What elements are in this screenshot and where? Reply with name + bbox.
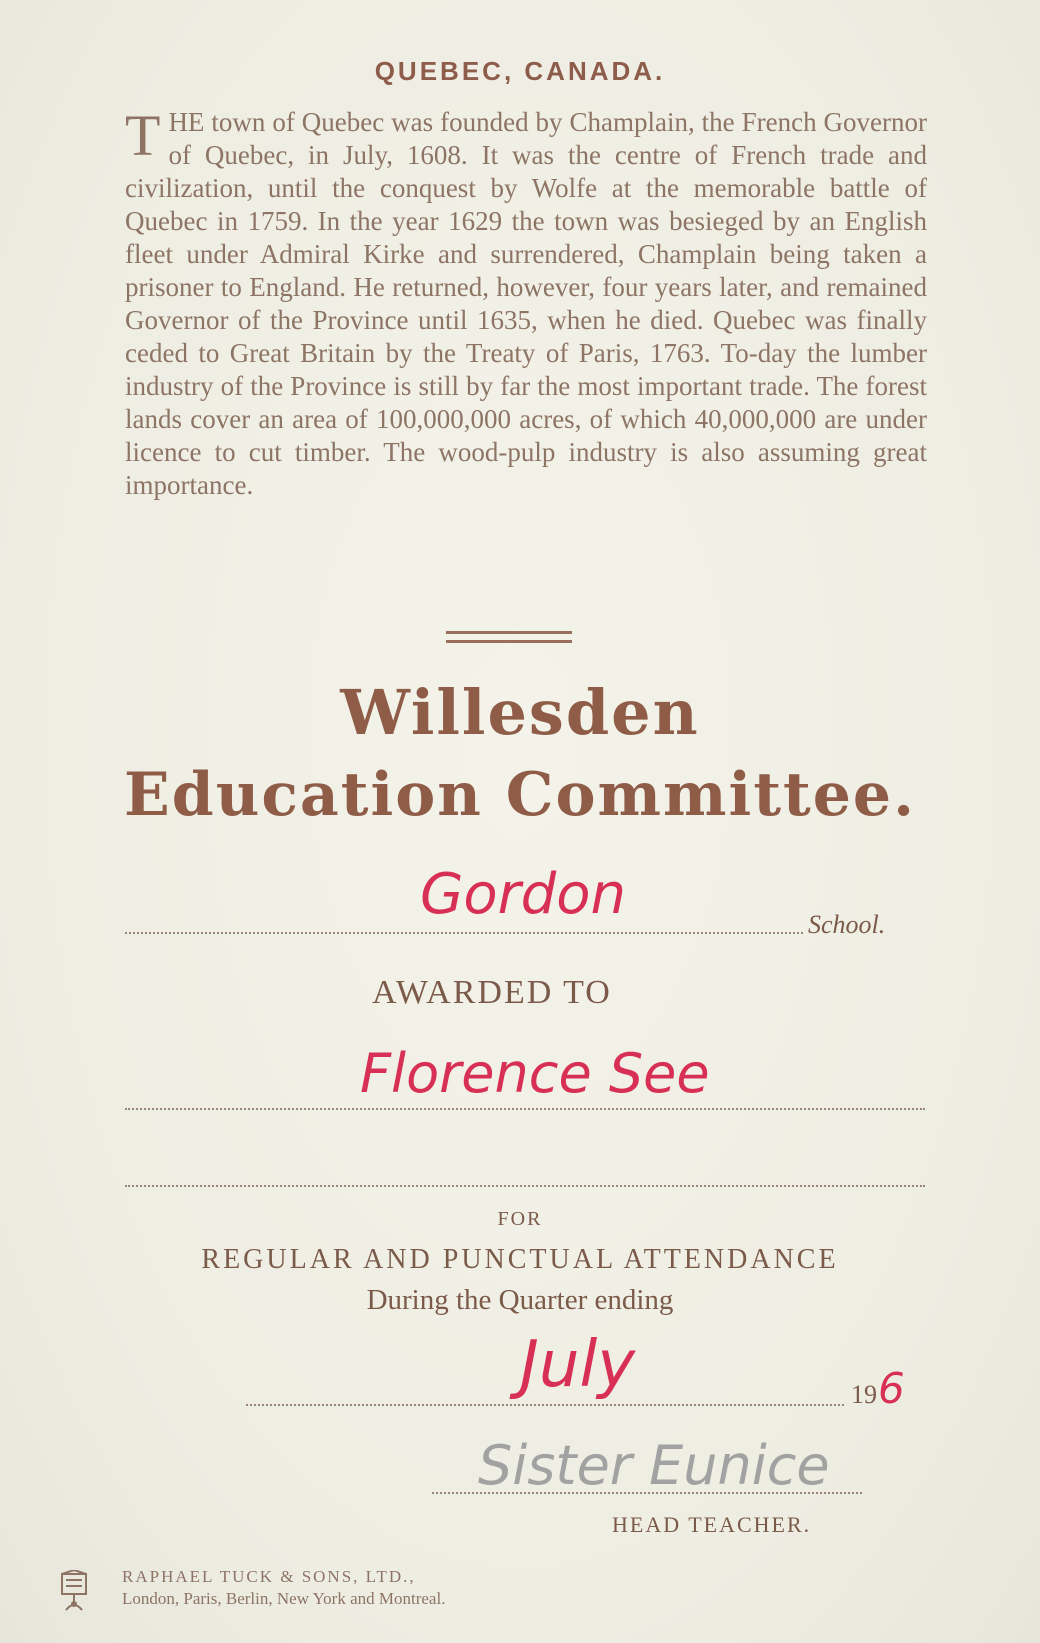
year-printed: 19 bbox=[851, 1380, 877, 1409]
school-dotted-line bbox=[125, 932, 803, 934]
signature-handwritten: Sister Eunice bbox=[478, 1434, 830, 1497]
year-handwritten: 6 bbox=[878, 1364, 905, 1413]
recipient-handwritten: Florence See bbox=[360, 1042, 710, 1105]
head-teacher-label: HEAD TEACHER. bbox=[612, 1512, 812, 1537]
quarter-handwritten: July bbox=[520, 1328, 636, 1402]
committee-title: Education Committee. bbox=[124, 760, 916, 830]
awarded-to-label: AWARDED TO bbox=[372, 974, 612, 1011]
quarter-dotted-line bbox=[246, 1404, 844, 1406]
publisher-cities: London, Paris, Berlin, New York and Montreal. bbox=[122, 1589, 446, 1608]
publisher-info bbox=[122, 1566, 445, 1610]
committee-name: Willesden bbox=[340, 676, 700, 749]
blank-dotted-line bbox=[125, 1185, 925, 1187]
card-heading: QUEBEC, CANADA. bbox=[374, 56, 666, 86]
attendance-title: REGULAR AND PUNCTUAL ATTENDANCE bbox=[201, 1244, 839, 1275]
for-label: FOR bbox=[497, 1208, 543, 1230]
signature-dotted-line bbox=[432, 1492, 862, 1494]
drop-cap: T bbox=[125, 103, 161, 168]
school-name-handwritten: Gordon bbox=[420, 862, 626, 927]
history-text: HE town of Quebec was founded by Champlain, the French Governor of Quebec, in July, 1608. It was the centre of French trade and civilization, until the conquest by Wolfe at the memorable battle of Quebec in 1759. In the year 1629 the town was besieged by an English fleet under Admiral Kirke and surrendered, Champlain being taken a prisoner to England. He returned, however, four years later, and remained Governor of the Province until 1635, when he died. Quebec was finally ceded to Great Britain by the Treaty of Paris, 1763. To-day the lumber industry of the Province is still by far the most important trade. The forest lands cover an area of 100,000,000 acres, of which 40,000,000 are under licence to cut timber. The wood-pulp industry is also assuming great importance. bbox=[125, 107, 927, 500]
quarter-label: During the Quarter ending bbox=[366, 1284, 674, 1316]
history-paragraph bbox=[125, 103, 927, 502]
double-rule-bottom bbox=[446, 640, 572, 643]
recipient-dotted-line bbox=[125, 1108, 925, 1110]
school-label: School. bbox=[808, 910, 886, 939]
double-rule-top bbox=[446, 631, 572, 634]
publisher-logo-icon bbox=[56, 1570, 92, 1614]
publisher-name: RAPHAEL TUCK & SONS, LTD., bbox=[122, 1567, 416, 1586]
